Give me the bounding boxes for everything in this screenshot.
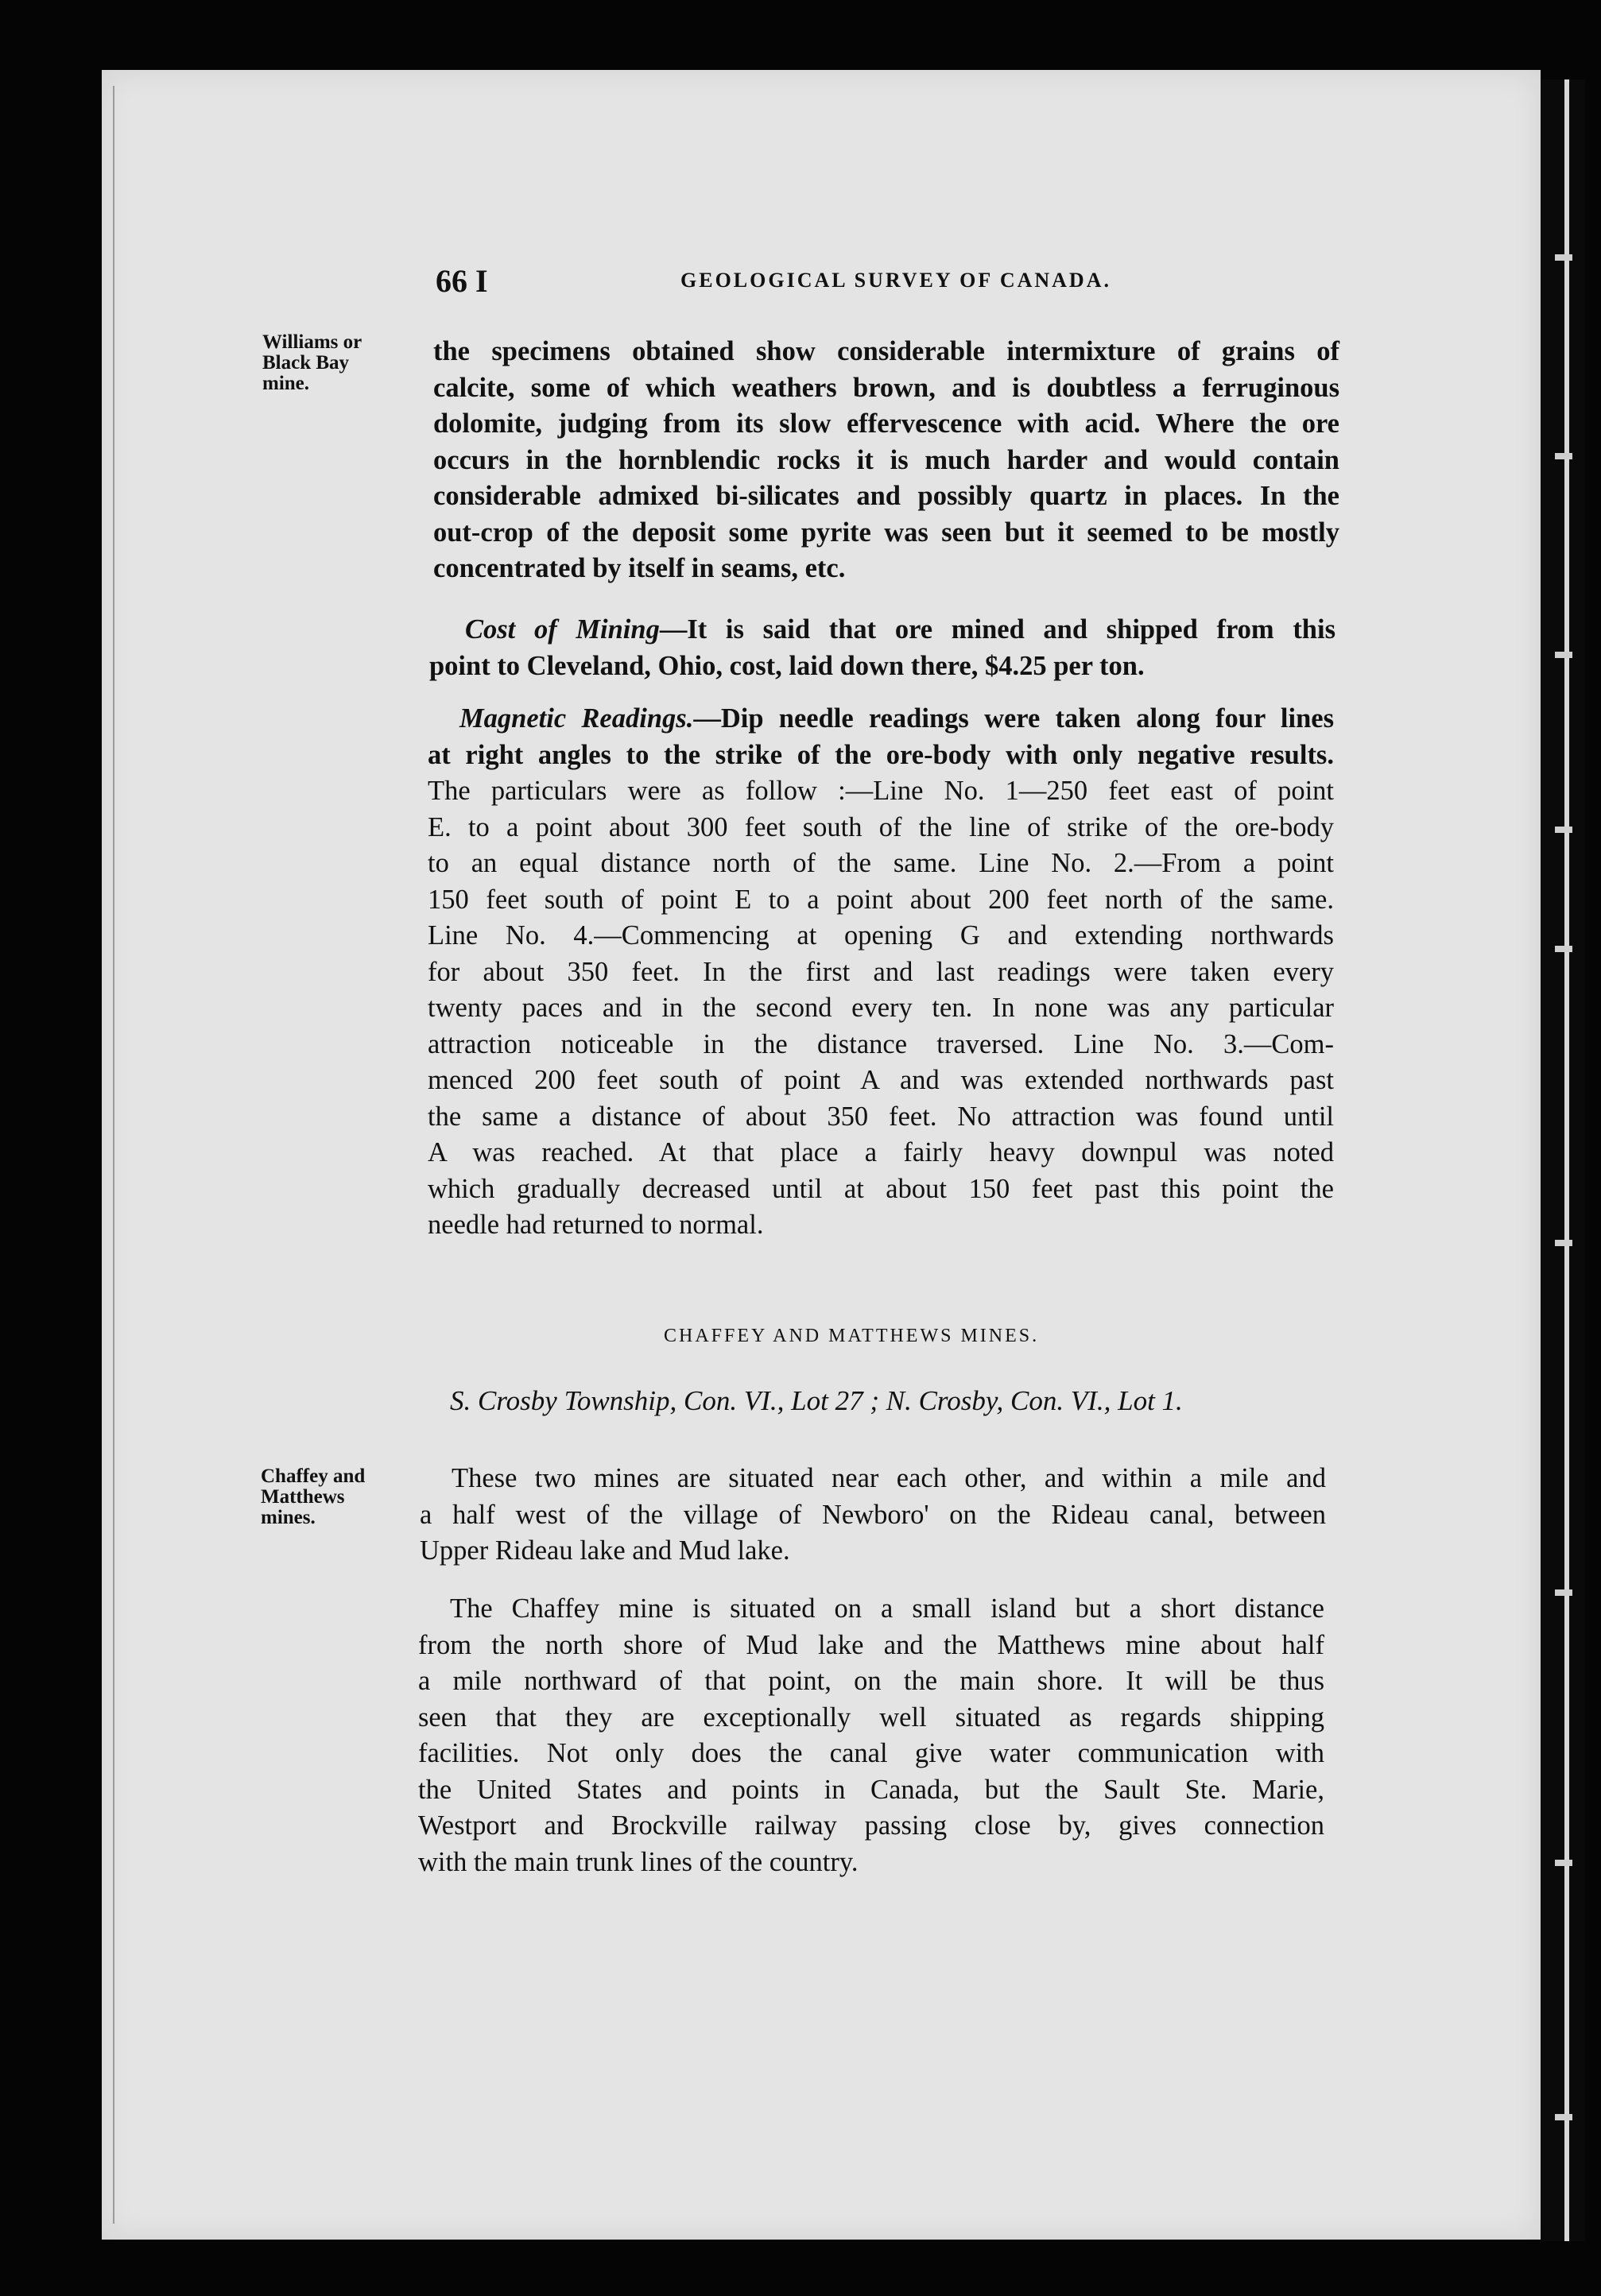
running-head: GEOLOGICAL SURVEY OF CANADA. [680, 269, 1111, 292]
section-subtitle: S. Crosby Township, Con. VI., Lot 27 ; N. Crosby, Con. VI., Lot 1. [450, 1385, 1183, 1416]
section-title: CHAFFEY AND MATTHEWS MINES. [664, 1326, 1040, 1346]
margin-note-chaffey: Chaffey and Matthews mines. [261, 1465, 366, 1528]
scan-border-strip [1541, 79, 1585, 2241]
magnetic-readings-heading: Magnetic Readings. [459, 703, 694, 734]
paragraph-cost-of-mining: Cost of Mining—It is said that ore mined and shipped from this point to Cleveland, Ohio, cost, laid down there, $4.25 per ton. [429, 614, 1336, 681]
page-number: 66 I [436, 263, 488, 299]
paragraph-chaffey-location: The Chaffey mine is situated on a small island but a short distance from the north shore of Mud lake and the Matthews mine about half a mile northward of that point, on the main shore. It will be thus seen that they are exceptionally well situated as regards shipping facilities. Not only does the canal give water communication with the United States and points in Canada, but the Sault Ste. Marie, Westport and Brockville railway passing close by, gives connection with the main trunk lines of the country. [418, 1593, 1324, 1877]
paragraph-magnetic-readings: Magnetic Readings.—Dip needle readings were taken along four lines at right angles to the strike of the ore-body with only negative results. The particulars were as follow :—Line No. 1—250 feet east of point E. to a point about 300 feet south of the line of strike of the ore-body to an equal distance north of the same. Line No. 2.—From a point 150 feet south of point E to a point about 200 feet north of the same. Line No. 4.—Commencing at opening G and extending northwards for about 350 feet. In the first and last readings were taken every twenty paces and in the second every ten. In none was any particular attraction noticeable in the distance traversed. Line No. 3.—Com- menced 200 feet south of point A and was extended northwards past the same a distance of about 350 feet. No attraction was found until A was reached. At that place a fairly heavy downpul was noted which gradually decreased until at about 150 feet past this point the needle had returned to normal. [428, 703, 1334, 1240]
paragraph-chaffey-intro: These two mines are situated near each other, and within a mile and a half west of the village of Newboro' on the Rideau canal, between Upper Rideau lake and Mud lake. [420, 1463, 1326, 1566]
cost-of-mining-heading: Cost of Mining [465, 614, 660, 645]
margin-note-williams: Williams or Black Bay mine. [262, 331, 362, 394]
paragraph-1: the specimens obtained show considerable intermixture of grains of calcite, some of which weathers brown, and is doubtless a ferruginous dolomite, judging from its slow effervescence with acid. Where the ore occurs in the hornblendic rocks it is much harder and would contain considerable admixed bi-silicates and possibly quartz in places. In the out-crop of the deposit some pyrite was seen but it seemed to be mostly concentrated by itself in seams, etc. [433, 336, 1339, 583]
